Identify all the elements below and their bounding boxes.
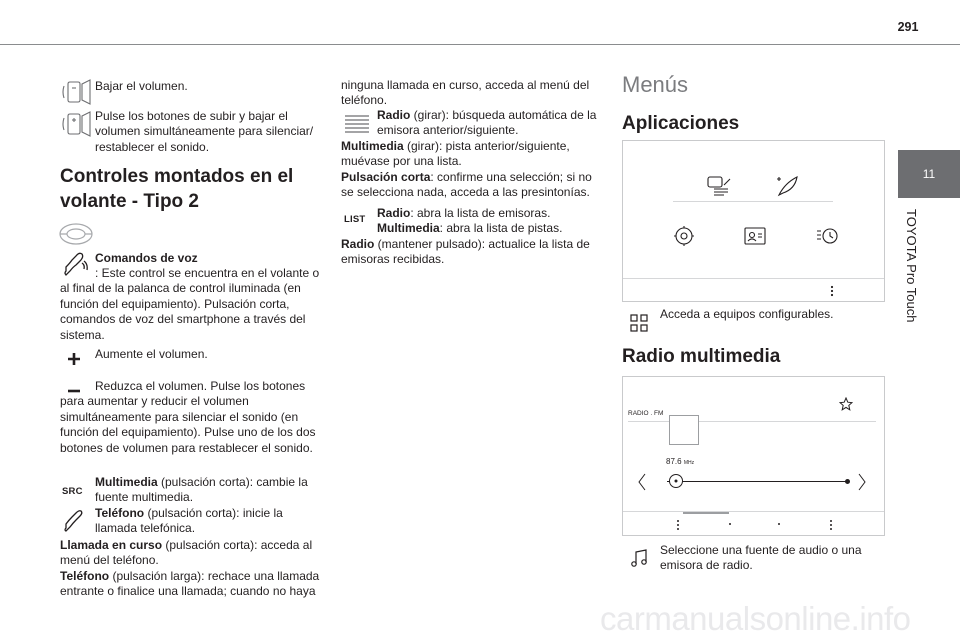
- frequency-slider-track[interactable]: [667, 481, 847, 482]
- phone-icon: [62, 510, 84, 532]
- frequency-slider-thumb[interactable]: [668, 473, 684, 489]
- seek-forward-icon[interactable]: [857, 473, 867, 491]
- frequency-value: 87.6: [666, 457, 682, 466]
- phone-text: (pulsación corta): inicie la llamada telefónica.: [95, 506, 283, 536]
- mm2-text: : abra la lista de pistas.: [439, 221, 563, 235]
- vol-mute-text: Pulse los botones de subir y bajar el volumen simultáneamente para silenciar/ restablecer el sonido.: [95, 109, 314, 154]
- phone-line: [95, 506, 325, 537]
- radio-caption: Seleccione una fuente de audio o una emisora de radio.: [660, 543, 862, 573]
- frequency-unit: MHz: [683, 460, 695, 466]
- press-label: Pulsación corta: [341, 170, 431, 184]
- contacts-app-icon[interactable]: [742, 225, 768, 247]
- call-text: (pulsación corta): acceda al menú del teléfono.: [60, 538, 313, 568]
- radio-text: (girar): búsqueda automática de la emisora anterior/siguiente.: [377, 108, 597, 138]
- mm-label: Multimedia: [341, 139, 404, 153]
- phone-long-label: Teléfono: [60, 569, 110, 583]
- apps-screen: [622, 140, 885, 302]
- connected-services-icon[interactable]: [775, 175, 801, 197]
- page-number: 291: [897, 20, 919, 34]
- more-options-icon[interactable]: [829, 284, 835, 298]
- mm-line: [341, 139, 605, 170]
- vol-down-text: Bajar el volumen.: [95, 79, 188, 93]
- header-rule: [0, 44, 960, 45]
- rotary-wheel-icon: [343, 113, 371, 135]
- apps-grid-icon: [630, 314, 648, 332]
- radio3-line: [341, 237, 605, 268]
- radio-label: Radio: [377, 108, 411, 122]
- clock-app-icon[interactable]: [814, 225, 840, 247]
- mm2-label: Multimedia: [377, 221, 440, 235]
- col2-cont-text: ninguna llamada en curso, acceda al menú del teléfono.: [341, 78, 590, 108]
- mm-text: (girar): pista anterior/siguiente, muévase por una lista.: [341, 139, 570, 169]
- menu-dots-icon[interactable]: [675, 519, 681, 531]
- frequency-readout: [666, 457, 694, 466]
- phone-long-text: (pulsación larga): rechace una llamada entrante o finalice una llamada; cuando no haya: [60, 569, 320, 599]
- multimedia-label: Multimedia: [95, 475, 158, 489]
- voice-cmd-text: : Este control se encuentra en el volante o al final de la palanca de control iluminada (en función del equipamiento). Pulsación corta, comandos de voz del smartphone a través del sistema.: [60, 266, 320, 342]
- multimedia-line: [95, 475, 325, 506]
- options-dots-icon[interactable]: [828, 519, 834, 531]
- plus-text: Aumente el volumen.: [95, 347, 208, 361]
- watermark: carmanualsonline.info: [600, 600, 911, 637]
- radio-footer-divider: [623, 511, 884, 512]
- minus-text: Reduzca el volumen. Pulse los botones para aumentar y reducir el volumen simultáneamente para silenciar el sonido (en función del equipamiento). Pulse uno de los dos botones de volumen para restablecer el sonido.: [60, 379, 316, 455]
- steering-wheel-icon: [58, 220, 94, 246]
- voice-cmd-block: [60, 251, 330, 266]
- radio2-text: : abra la lista de emisoras.: [410, 206, 551, 220]
- radio-screen-label: RADIO . FM: [628, 410, 664, 417]
- mm2-line: [377, 221, 605, 236]
- volume-buttons-icon: [60, 110, 94, 138]
- radio3-label: Radio: [341, 237, 375, 251]
- chapter-tab: 11: [898, 150, 960, 198]
- settings-app-icon[interactable]: [671, 225, 697, 247]
- plus-icon: [67, 352, 81, 366]
- phone-long-line: [60, 569, 328, 600]
- phone-label: Teléfono: [95, 506, 145, 520]
- volume-down-icon: [60, 78, 94, 106]
- steering-heading: Controles montados en el volante - Tipo 2: [60, 166, 294, 212]
- src-icon: SRC: [62, 486, 83, 497]
- active-tab-indicator: [683, 512, 729, 514]
- apps-heading: Aplicaciones: [622, 113, 740, 134]
- radio3-text: (mantener pulsado): actualice la lista de emisoras recibidas.: [341, 237, 590, 267]
- press-text: : confirme una selección; si no se selecciona nada, acceda a las presintonías.: [341, 170, 592, 200]
- menus-title: Menús: [622, 72, 689, 97]
- press-line: [341, 170, 605, 201]
- radio2-line: [377, 206, 605, 221]
- radio-screen: [622, 376, 885, 536]
- slider-end-dot: [845, 479, 850, 484]
- call-line: [60, 538, 328, 569]
- radio-header-divider: [628, 421, 876, 422]
- radio-line: [377, 108, 605, 139]
- messages-app-icon[interactable]: [706, 175, 732, 197]
- apps-screen-divider: [623, 278, 884, 279]
- radio-heading: Radio multimedia: [622, 346, 781, 367]
- seek-back-icon[interactable]: [637, 473, 647, 491]
- favorite-star-icon[interactable]: [839, 397, 853, 411]
- tab-dot-3[interactable]: [778, 523, 780, 525]
- chapter-title: TOYOTA Pro Touch: [904, 209, 919, 323]
- vol-mute-text-a: [95, 109, 325, 155]
- tab-dot-2[interactable]: [729, 523, 731, 525]
- multimedia-text: (pulsación corta): cambie la fuente multimedia.: [95, 475, 308, 505]
- radio2-label: Radio: [377, 206, 411, 220]
- voice-cmd-label: Comandos de voz: [95, 251, 198, 265]
- list-icon: LIST: [344, 214, 366, 225]
- apps-caption: Acceda a equipos configurables.: [660, 307, 834, 321]
- music-note-icon: [630, 549, 648, 569]
- station-artwork: [669, 415, 699, 445]
- apps-grid-line: [673, 201, 833, 202]
- call-label: Llamada en curso: [60, 538, 163, 552]
